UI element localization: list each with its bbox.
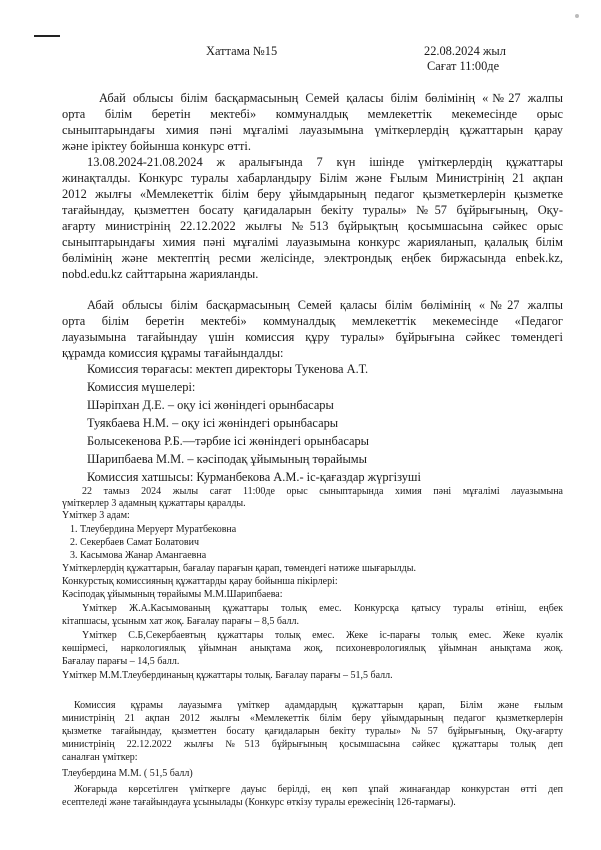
commission-members-heading: Комиссия мүшелері:	[87, 380, 196, 394]
meeting-line: 22 тамыз 2024 жылы сағат 11:00де орыс сыныптарында химия пәні мұғалімі лауазымына	[82, 486, 563, 497]
commission-intro-line: Абай облысы білім басқармасының Семей қаласы білім бөлімінің «№27 жалпы	[87, 298, 563, 312]
protocol-date: 22.08.2024 жыл	[424, 44, 506, 58]
review-line: Конкурстық комиссияның құжаттарды қарау бойынша пікірлері:	[62, 576, 338, 587]
period-line: тағайындау, қызметтен босату қағидаларын бекіту туралы» №57 бұйрығының, Оқу-	[62, 203, 563, 217]
commission-member: Шарипбаева М.М. – кәсіподақ ұйымының төрайымы	[87, 452, 367, 466]
scan-mark-top-left	[34, 35, 60, 37]
review-line: кітапшасы, ұсыным хат жоқ. Бағалау парағы – 8,5 балл.	[62, 616, 299, 627]
period-line: nobd.edu.kz сайттарына жарияланды.	[62, 267, 259, 281]
commission-chair: Комиссия төрағасы: мектеп директоры Тукенова А.Т.	[87, 362, 369, 376]
review-line: Бағалау парағы – 14,5 балл.	[62, 656, 180, 667]
period-line: ағарту министрінің 22.12.2022 жылғы №513 бұйрықтың қосымшасына сәйкес орыс	[62, 219, 563, 233]
intro-line: орта білім беретін мектебі» коммуналдық мемлекеттік мекемесінде орыс	[62, 107, 563, 121]
conclusion-line: саналған үміткер:	[62, 752, 138, 763]
period-line: сыныптарындағы химия пәні мұғалімі лауазымына конкурс жарияланып, қалалық білім	[62, 235, 563, 249]
period-line: бөлімінің және мектептің ресми желісінде, электрондық еңбек биржасында enbek.kz,	[62, 251, 563, 265]
commission-member: Болысекенова Р.Б.—тәрбие ісі жөніндегі орынбасары	[87, 434, 370, 448]
review-line: Үміткер С.Б,Секербаевтың құжаттары толық емес. Жеке іс-парағы толық емес. Жеке куәлік	[82, 630, 563, 641]
intro-line: Абай облысы білім басқармасының Семей қаласы білім бөлімінің «№27 жалпы	[99, 91, 563, 105]
conclusion-line: қызметке тағайындау, қызметтен босату қағидаларын бекіту туралы» №57 бұйрығының, Оқу-ағарту	[62, 726, 563, 737]
review-line: көшірмесі, наркологиялық ұйымнан анықтама жоқ, психоневрологиялық ұйымнан анықтама жоқ.	[62, 643, 563, 654]
candidate-item: 1. Тлеубердина Меруерт Муратбековна	[70, 524, 237, 535]
review-line: Кәсіподақ ұйымының төрайымы М.М.Шарипбаева:	[62, 589, 283, 600]
scan-mark-top-right	[575, 14, 579, 18]
protocol-time: Сағат 11:00де	[427, 59, 500, 73]
commission-member: Шәріпхан Д.Е. – оқу ісі жөніндегі орынбасары	[87, 398, 334, 412]
commission-intro-line: құрамда комиссия құрамы тағайындалды:	[62, 346, 284, 360]
period-line: 2012 жылғы «Мемлекеттік білім беру ұйымдарының педагог қызметкерлерін қызметке	[62, 187, 563, 201]
selected-candidate: Тлеубердина М.М. ( 51,5 балл)	[62, 768, 193, 779]
candidate-item: 2. Секербаев Самат Болатович	[70, 537, 200, 548]
commission-intro-line: лауазымына тағайындау үшін комиссия құру туралы» бұйрығына сәйкес төмендегі	[62, 330, 563, 344]
review-line: Үміткерлердің құжаттарын, бағалау парағын қарап, төмендегі нәтиже шығарылды.	[62, 563, 416, 574]
intro-line: сыныптарындағы химия пәні мұғалімі лауазымына үміткерлердің құжаттарын қарау	[62, 123, 563, 137]
protocol-title: Хаттама №15	[206, 44, 278, 58]
intro-line: және іріктеу бойынша конкурс өтті.	[62, 139, 251, 153]
candidate-item: 3. Касымова Жанар Амангаевна	[70, 550, 207, 561]
review-line: Үміткер М.М.Тлеубердинаның құжаттары толық. Бағалау парағы – 51,5 балл.	[62, 670, 393, 681]
conclusion-line: есептеледі және тағайындауға ұсынылады (Конкурс өткізу туралы ережесінің 126-тармағы).	[62, 797, 456, 808]
commission-secretary: Комиссия хатшысы: Курманбекова А.М.- іс-қағаздар жүргізуші	[87, 470, 421, 484]
conclusion-line: министрінің 22.12.2022 жылғы №513 бұйрығының қосымшасына сәйкес құжаттары толық деп	[62, 739, 563, 750]
commission-intro-line: орта білім беретін мектебі» коммуналдық мемлекеттік мекемесінде «Педагог	[62, 314, 563, 328]
meeting-line: үміткерлер 3 адамның құжаттары қаралды.	[62, 498, 246, 509]
conclusion-line: Жоғарыда көрсетілген үміткерге дауыс берілді, ең көп ұпай жинағандар конкурстан өтті деп	[74, 784, 563, 795]
period-line: жинақталды. Конкурс туралы хабарландыру Білім және Ғылым Министрінің 21 ақпан	[62, 171, 563, 185]
commission-member: Туякбаева Н.М. – оқу ісі жөніндегі орынбасары	[87, 416, 339, 430]
candidates-heading: Үміткер 3 адам:	[62, 510, 130, 521]
conclusion-line: министрінің 21 ақпан 2012 жылғы «Мемлекеттік білім беру ұйымдарының педагог қызметкерлерін	[62, 713, 563, 724]
review-line: Үміткер Ж.А.Касымованың құжаттары толық емес. Конкурсқа қатысу туралы өтініш, еңбек	[82, 603, 563, 614]
period-line: 13.08.2024-21.08.2024 ж аралығында 7 күн ішінде үміткерлердің құжаттары	[87, 155, 563, 169]
conclusion-line: Комиссия құрамы лауазымға үміткер адамдардың құжаттарын қарап, Білім және ғылым	[74, 700, 563, 711]
